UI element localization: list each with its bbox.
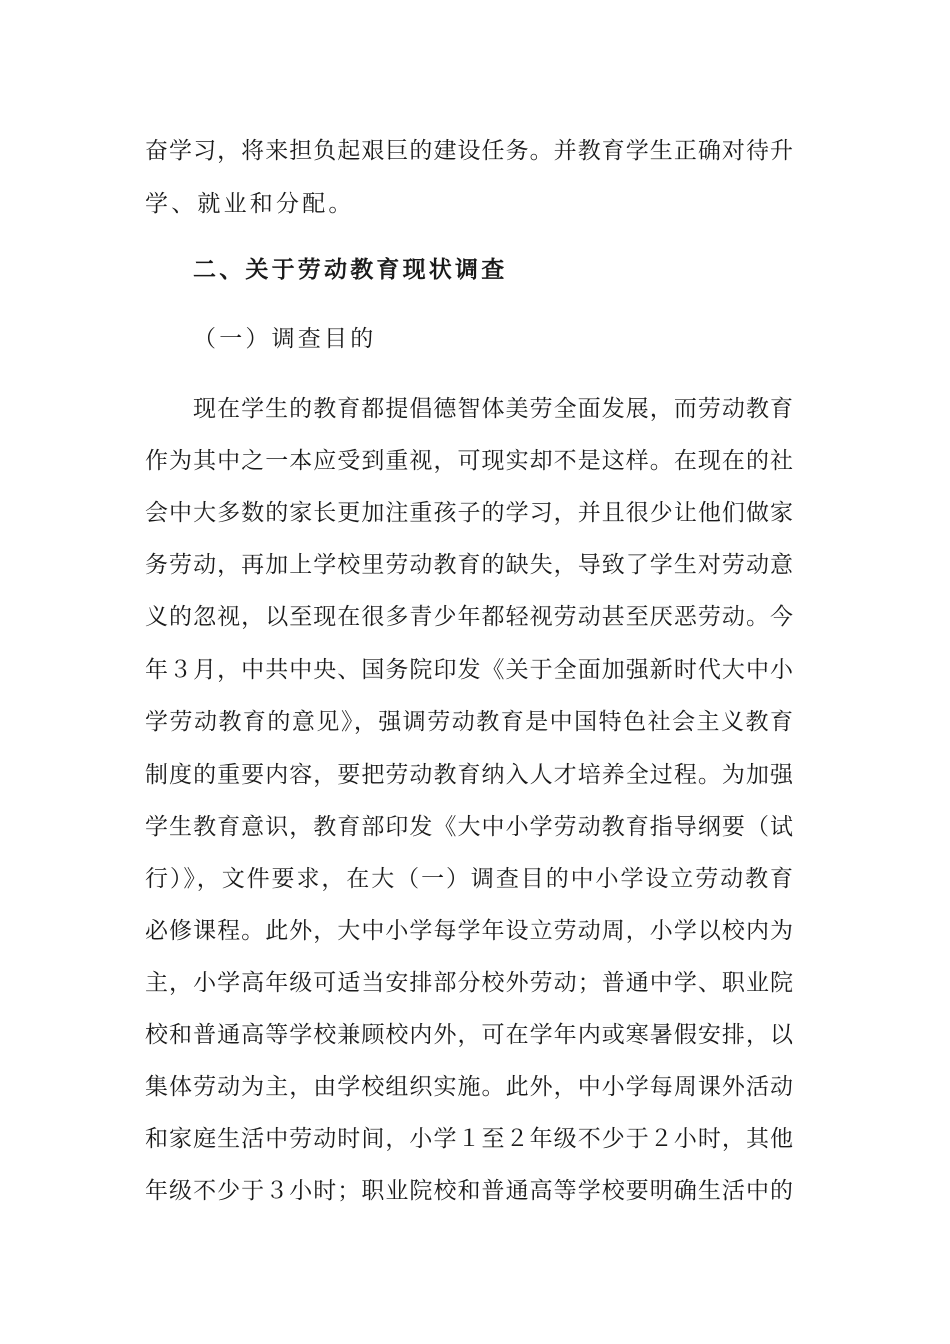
body-line-11: 必修课程。此外，大中小学每学年设立劳动周，小学以校内为	[145, 918, 793, 944]
intro-line-2: 学、就业和分配。	[145, 191, 355, 217]
intro-line-1: 奋学习，将来担负起艰巨的建设任务。并教育学生正确对待升	[145, 138, 793, 164]
body-line-16: 年级不少于３小时；职业院校和普通高等学校要明确生活中的	[145, 1178, 793, 1204]
body-line-7: 学劳动教育的意见》，强调劳动教育是中国特色社会主义教育	[145, 709, 793, 735]
body-line-4: 务劳动，再加上学校里劳动教育的缺失，导致了学生对劳动意	[145, 552, 793, 578]
body-line-12: 主，小学高年级可适当安排部分校外劳动；普通中学、职业院	[145, 970, 793, 996]
body-line-10: 行）》，文件要求，在大（一）调查目的中小学设立劳动教育	[145, 866, 793, 892]
body-line-8: 制度的重要内容，要把劳动教育纳入人才培养全过程。为加强	[145, 762, 793, 788]
body-line-2: 作为其中之一本应受到重视，可现实却不是这样。在现在的社	[145, 448, 793, 474]
body-line-5: 义的忽视，以至现在很多青少年都轻视劳动甚至厌恶劳动。今	[145, 604, 793, 630]
section-heading: 二、关于劳动教育现状调查	[193, 256, 508, 283]
body-line-3: 会中大多数的家长更加注重孩子的学习，并且很少让他们做家	[145, 500, 793, 526]
body-line-1: 现在学生的教育都提倡德智体美劳全面发展，而劳动教育	[193, 396, 793, 422]
subsection-heading: （一）调查目的	[193, 326, 377, 352]
body-line-13: 校和普通高等学校兼顾校内外，可在学年内或寒暑假安排，以	[145, 1022, 793, 1048]
body-line-15: 和家庭生活中劳动时间，小学１至２年级不少于２小时，其他	[145, 1126, 793, 1152]
body-line-9: 学生教育意识，教育部印发《大中小学劳动教育指导纲要（试	[145, 814, 793, 840]
body-line-14: 集体劳动为主，由学校组织实施。此外，中小学每周课外活动	[145, 1074, 793, 1100]
body-line-6: 年３月，中共中央、国务院印发《关于全面加强新时代大中小	[145, 657, 793, 683]
